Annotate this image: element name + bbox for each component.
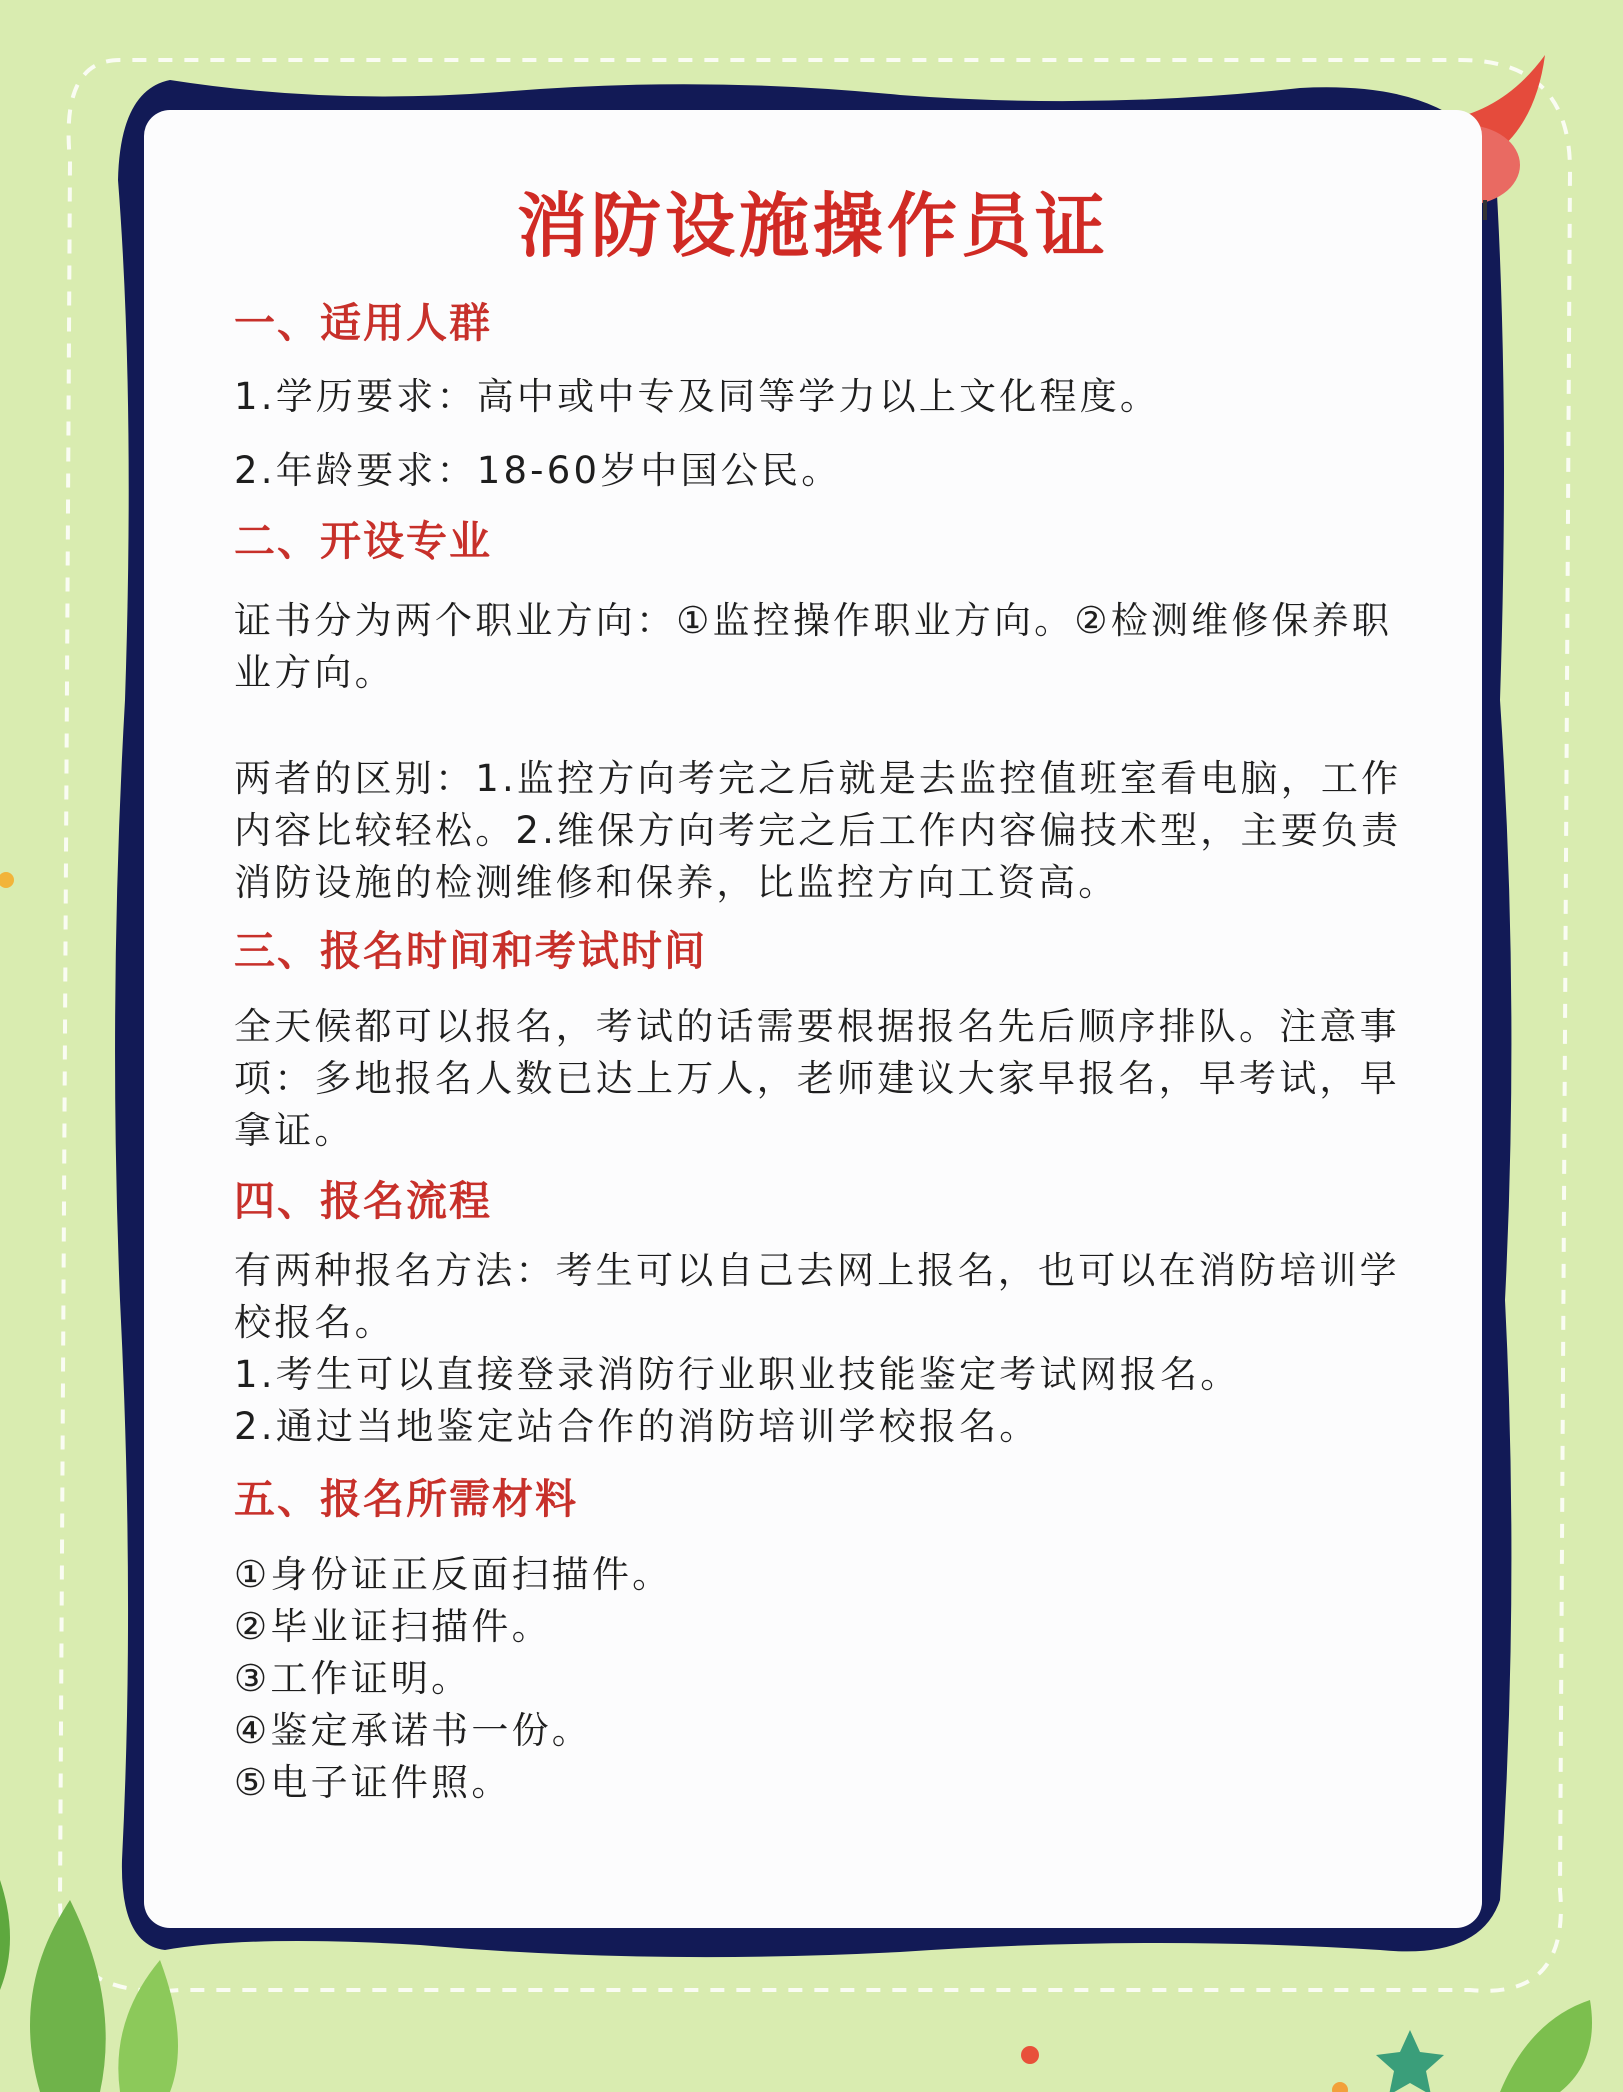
list-item: 2.通过当地鉴定站合作的消防培训学校报名。 <box>234 1405 1040 1448</box>
section-heading: 四、报名流程 <box>234 1177 492 1225</box>
list-item: 1.考生可以直接登录消防行业职业技能鉴定考试网报名。 <box>234 1353 1241 1396</box>
section-heading: 二、开设专业 <box>234 517 492 565</box>
section-registration-process <box>234 1173 1414 1453</box>
list-item: ⑤电子证件照。 <box>234 1761 512 1804</box>
content-body <box>234 295 1414 1809</box>
section-materials <box>234 1471 1414 1809</box>
list-item: ②毕业证扫描件。 <box>234 1605 552 1648</box>
section-heading: 三、报名时间和考试时间 <box>234 927 707 975</box>
section-registration-time <box>234 923 1414 1157</box>
paragraph: 有两种报名方法：考生可以自己去网上报名，也可以在消防培训学校报名。 <box>234 1249 1400 1344</box>
section-majors <box>234 513 1414 909</box>
list-item: 2.年龄要求：18-60岁中国公民。 <box>234 449 842 492</box>
section-heading: 一、适用人群 <box>234 299 492 347</box>
section-heading: 五、报名所需材料 <box>234 1475 578 1523</box>
content-card <box>144 110 1482 1928</box>
paragraph: 证书分为两个职业方向：①监控操作职业方向。②检测维修保养职业方向。 <box>234 599 1393 694</box>
list-item: 1.学历要求：高中或中专及同等学力以上文化程度。 <box>234 375 1161 418</box>
list-item: ④鉴定承诺书一份。 <box>234 1709 592 1752</box>
paragraph: 全天候都可以报名，考试的话需要根据报名先后顺序排队。注意事项：多地报名人数已达上万人，老师建议大家早报名，早考试，早拿证。 <box>234 1005 1400 1152</box>
list-item: ①身份证正反面扫描件。 <box>234 1553 673 1596</box>
page-title: 消防设施操作员证 <box>517 185 1109 267</box>
section-suitable-people <box>234 295 1414 497</box>
list-item: ③工作证明。 <box>234 1657 472 1700</box>
paragraph: 两者的区别：1.监控方向考完之后就是去监控值班室看电脑，工作内容比较轻松。2.维保方向考完之后工作内容偏技术型，主要负责消防设施的检测维修和保养，比监控方向工资高。 <box>234 757 1402 904</box>
